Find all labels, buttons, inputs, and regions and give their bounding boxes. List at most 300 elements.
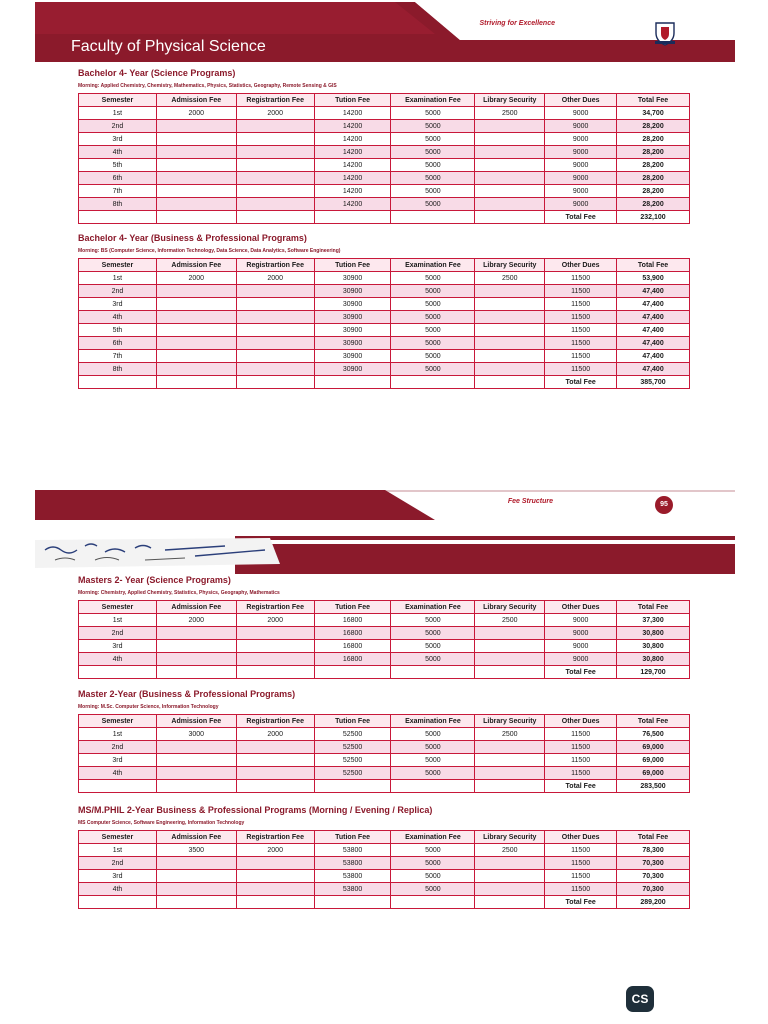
- column-header: Library Security: [475, 94, 545, 107]
- table-cell: [236, 185, 314, 198]
- table-cell: [156, 185, 236, 198]
- table-cell: [156, 337, 236, 350]
- table-cell: 14200: [314, 133, 391, 146]
- table-cell: 2000: [236, 614, 314, 627]
- table-cell: 53800: [314, 870, 391, 883]
- table-cell: 14200: [314, 198, 391, 211]
- table-cell: 5000: [391, 185, 475, 198]
- table-cell: 3rd: [79, 870, 157, 883]
- table-cell: 7th: [79, 350, 157, 363]
- table-cell: 2500: [475, 728, 545, 741]
- table-cell: 3rd: [79, 133, 157, 146]
- column-header: Semester: [79, 831, 157, 844]
- table-cell: 37,300: [617, 614, 690, 627]
- table-cell: 11500: [545, 767, 617, 780]
- table-cell: 5000: [391, 363, 475, 376]
- table-cell: 5000: [391, 272, 475, 285]
- section-subtitle: Morning: Applied Chemistry, Chemistry, Mathematics, Physics, Statistics, Geography, Remote Sensing & GIS: [78, 83, 337, 89]
- table-cell: 11500: [545, 298, 617, 311]
- column-header: Registrartion Fee: [236, 831, 314, 844]
- table-cell: [475, 298, 545, 311]
- table-cell: 5000: [391, 198, 475, 211]
- column-header: Examination Fee: [391, 259, 475, 272]
- column-header: Registrartion Fee: [236, 715, 314, 728]
- table-row: [79, 172, 690, 185]
- table-cell: [475, 120, 545, 133]
- empty-cell: [391, 211, 475, 224]
- table-cell: 5000: [391, 767, 475, 780]
- table-row: [79, 311, 690, 324]
- table-cell: 5th: [79, 324, 157, 337]
- table-cell: 30,800: [617, 627, 690, 640]
- table-cell: 5000: [391, 146, 475, 159]
- column-header: Admission Fee: [156, 601, 236, 614]
- table-cell: [236, 767, 314, 780]
- table-cell: [236, 172, 314, 185]
- table-cell: [475, 870, 545, 883]
- table-row: [79, 337, 690, 350]
- column-header: Total Fee: [617, 601, 690, 614]
- column-header: Admission Fee: [156, 831, 236, 844]
- table-cell: 3rd: [79, 298, 157, 311]
- table-cell: 2nd: [79, 627, 157, 640]
- table-cell: 1st: [79, 728, 157, 741]
- table-cell: 11500: [545, 870, 617, 883]
- empty-cell: [314, 896, 391, 909]
- table-cell: 3rd: [79, 640, 157, 653]
- table-row: [79, 640, 690, 653]
- table-cell: 34,700: [617, 107, 690, 120]
- table-row: [79, 120, 690, 133]
- table-header: [79, 94, 690, 107]
- tagline: Striving for Excellence: [479, 20, 555, 27]
- table-cell: 70,300: [617, 857, 690, 870]
- table-header: [79, 831, 690, 844]
- table-cell: [236, 198, 314, 211]
- column-header: Library Security: [475, 715, 545, 728]
- table-cell: 9000: [545, 653, 617, 666]
- empty-cell: [156, 896, 236, 909]
- table-cell: 1st: [79, 107, 157, 120]
- section-title: Master 2-Year (Business & Professional Programs): [78, 689, 296, 699]
- table-row: [79, 883, 690, 896]
- empty-cell: [156, 376, 236, 389]
- fee-table: [78, 600, 690, 679]
- table-cell: 47,400: [617, 324, 690, 337]
- column-header: Registrartion Fee: [236, 259, 314, 272]
- table-row: [79, 857, 690, 870]
- table-cell: [236, 857, 314, 870]
- header-row: [79, 94, 690, 107]
- table-body: [79, 614, 690, 679]
- table-cell: [156, 350, 236, 363]
- total-value: 385,700: [617, 376, 690, 389]
- table-cell: 4th: [79, 653, 157, 666]
- total-value: 283,500: [617, 780, 690, 793]
- table-cell: 53,900: [617, 272, 690, 285]
- column-header: Semester: [79, 601, 157, 614]
- table-cell: [156, 285, 236, 298]
- table-cell: [156, 754, 236, 767]
- table-cell: 30900: [314, 363, 391, 376]
- empty-cell: [236, 376, 314, 389]
- section-subtitle: Morning: Chemistry, Applied Chemistry, Statistics, Physics, Geography, Mathematics: [78, 590, 280, 596]
- column-header: Library Security: [475, 259, 545, 272]
- fee-table: [78, 258, 690, 389]
- table-cell: 52500: [314, 767, 391, 780]
- table-cell: 30,800: [617, 640, 690, 653]
- table-row: [79, 653, 690, 666]
- table-cell: 53800: [314, 844, 391, 857]
- fee-structure-banner: [35, 490, 735, 540]
- table-cell: 3rd: [79, 754, 157, 767]
- table-row: [79, 185, 690, 198]
- table-cell: 14200: [314, 146, 391, 159]
- table-cell: 28,200: [617, 120, 690, 133]
- table-cell: 11500: [545, 844, 617, 857]
- table-cell: 4th: [79, 767, 157, 780]
- empty-cell: [236, 780, 314, 793]
- table-cell: 70,300: [617, 883, 690, 896]
- empty-cell: [156, 211, 236, 224]
- total-value: 129,700: [617, 666, 690, 679]
- table-cell: [475, 857, 545, 870]
- table-cell: [475, 653, 545, 666]
- table-cell: [156, 311, 236, 324]
- empty-cell: [79, 666, 157, 679]
- table-cell: [236, 337, 314, 350]
- table-cell: 16800: [314, 627, 391, 640]
- table-cell: 30900: [314, 311, 391, 324]
- table-body: [79, 844, 690, 909]
- table-cell: 30900: [314, 324, 391, 337]
- table-cell: [236, 324, 314, 337]
- table-cell: 7th: [79, 185, 157, 198]
- table-cell: 2000: [156, 107, 236, 120]
- table-row: [79, 741, 690, 754]
- table-row: [79, 363, 690, 376]
- table-cell: 11500: [545, 337, 617, 350]
- table-cell: 47,400: [617, 363, 690, 376]
- table-cell: 47,400: [617, 337, 690, 350]
- total-label: Total Fee: [545, 211, 617, 224]
- column-header: Library Security: [475, 831, 545, 844]
- table-cell: 47,400: [617, 285, 690, 298]
- table-cell: 3000: [156, 728, 236, 741]
- column-header: Library Security: [475, 601, 545, 614]
- table-cell: 2500: [475, 614, 545, 627]
- table-cell: 14200: [314, 120, 391, 133]
- table-cell: 28,200: [617, 133, 690, 146]
- section-title: MS/M.PHIL 2-Year Business & Professional Programs (Morning / Evening / Replica): [78, 805, 433, 815]
- table-cell: 5000: [391, 728, 475, 741]
- table-cell: 14200: [314, 185, 391, 198]
- column-header: Total Fee: [617, 94, 690, 107]
- table-row: [79, 107, 690, 120]
- table-cell: 5000: [391, 857, 475, 870]
- table-cell: 14200: [314, 172, 391, 185]
- table-header: [79, 601, 690, 614]
- table-cell: [156, 640, 236, 653]
- table-cell: 28,200: [617, 172, 690, 185]
- table-cell: 5000: [391, 627, 475, 640]
- header-row: [79, 831, 690, 844]
- table-cell: 11500: [545, 311, 617, 324]
- table-cell: [475, 640, 545, 653]
- table-row: [79, 627, 690, 640]
- table-cell: [156, 120, 236, 133]
- table-cell: [156, 363, 236, 376]
- table-cell: 11500: [545, 728, 617, 741]
- table-cell: 5000: [391, 172, 475, 185]
- table-cell: [236, 870, 314, 883]
- table-cell: [156, 653, 236, 666]
- empty-cell: [79, 376, 157, 389]
- fee-table: [78, 830, 690, 909]
- table-cell: 2000: [236, 844, 314, 857]
- empty-cell: [391, 780, 475, 793]
- table-cell: 5000: [391, 107, 475, 120]
- table-cell: 5000: [391, 133, 475, 146]
- table-cell: [475, 337, 545, 350]
- table-row: [79, 767, 690, 780]
- table-body: [79, 728, 690, 793]
- faculty-header-banner: [35, 2, 735, 62]
- table-cell: [475, 324, 545, 337]
- masters-business-section: [78, 688, 690, 793]
- column-header: Examination Fee: [391, 715, 475, 728]
- table-cell: 47,400: [617, 298, 690, 311]
- column-header: Examination Fee: [391, 831, 475, 844]
- table-cell: 3500: [156, 844, 236, 857]
- table-body: [79, 107, 690, 224]
- section-title: Bachelor 4- Year (Business & Professional Programs): [78, 233, 307, 243]
- table-cell: [475, 741, 545, 754]
- column-header: Total Fee: [617, 715, 690, 728]
- table-cell: 16800: [314, 640, 391, 653]
- total-row: [79, 896, 690, 909]
- column-header: Other Dues: [545, 601, 617, 614]
- table-cell: [475, 198, 545, 211]
- empty-cell: [236, 896, 314, 909]
- empty-cell: [475, 376, 545, 389]
- column-header: Admission Fee: [156, 259, 236, 272]
- column-header: Semester: [79, 715, 157, 728]
- table-cell: 5000: [391, 741, 475, 754]
- table-cell: [475, 159, 545, 172]
- masters-science-section: [78, 574, 690, 679]
- fee-structure-label: Fee Structure: [507, 498, 553, 505]
- table-cell: 69,000: [617, 754, 690, 767]
- table-cell: 5000: [391, 640, 475, 653]
- table-row: [79, 350, 690, 363]
- table-cell: 11500: [545, 350, 617, 363]
- table-cell: 52500: [314, 728, 391, 741]
- table-cell: 9000: [545, 120, 617, 133]
- table-cell: 5000: [391, 870, 475, 883]
- table-body: [79, 272, 690, 389]
- section-subtitle: MS Computer Science, Software Engineering, Information Technology: [78, 820, 245, 826]
- table-cell: [156, 146, 236, 159]
- table-cell: 28,200: [617, 198, 690, 211]
- table-cell: 30,800: [617, 653, 690, 666]
- section-subtitle: Morning: BS (Computer Science, Information Technology, Data Science, Data Analytics, Software Engineering): [78, 248, 341, 254]
- fee-table: [78, 93, 690, 224]
- table-cell: 2nd: [79, 857, 157, 870]
- table-cell: 1st: [79, 844, 157, 857]
- table-cell: [475, 883, 545, 896]
- table-cell: 11500: [545, 741, 617, 754]
- header-row: [79, 601, 690, 614]
- column-header: Other Dues: [545, 715, 617, 728]
- table-cell: [236, 363, 314, 376]
- empty-cell: [314, 666, 391, 679]
- column-header: Tution Fee: [314, 94, 391, 107]
- table-cell: 30900: [314, 337, 391, 350]
- empty-cell: [236, 211, 314, 224]
- table-cell: [236, 159, 314, 172]
- empty-cell: [475, 896, 545, 909]
- total-row: [79, 211, 690, 224]
- table-cell: 2nd: [79, 120, 157, 133]
- table-cell: [156, 883, 236, 896]
- table-cell: 47,400: [617, 311, 690, 324]
- empty-cell: [314, 211, 391, 224]
- table-cell: 5000: [391, 120, 475, 133]
- table-cell: 9000: [545, 107, 617, 120]
- table-cell: 11500: [545, 363, 617, 376]
- table-cell: 70,300: [617, 870, 690, 883]
- total-label: Total Fee: [545, 376, 617, 389]
- empty-cell: [475, 666, 545, 679]
- table-cell: 1st: [79, 272, 157, 285]
- column-header: Other Dues: [545, 94, 617, 107]
- table-row: [79, 870, 690, 883]
- table-cell: [156, 172, 236, 185]
- table-row: [79, 146, 690, 159]
- table-cell: 5000: [391, 883, 475, 896]
- table-cell: 5000: [391, 337, 475, 350]
- table-row: [79, 298, 690, 311]
- table-cell: [236, 298, 314, 311]
- table-cell: 5000: [391, 298, 475, 311]
- table-cell: 30900: [314, 285, 391, 298]
- table-cell: [475, 311, 545, 324]
- column-header: Examination Fee: [391, 94, 475, 107]
- table-cell: 2000: [236, 107, 314, 120]
- table-header: [79, 715, 690, 728]
- footer-banner-shape: [35, 490, 735, 540]
- total-label: Total Fee: [545, 896, 617, 909]
- empty-cell: [391, 896, 475, 909]
- faculty-title: Faculty of Physical Science: [71, 38, 266, 55]
- table-cell: 30900: [314, 298, 391, 311]
- table-cell: 11500: [545, 285, 617, 298]
- table-cell: 9000: [545, 185, 617, 198]
- table-cell: 6th: [79, 337, 157, 350]
- table-cell: [475, 185, 545, 198]
- column-header: Admission Fee: [156, 715, 236, 728]
- table-cell: 2000: [156, 614, 236, 627]
- table-cell: 11500: [545, 857, 617, 870]
- table-cell: 78,300: [617, 844, 690, 857]
- empty-cell: [156, 666, 236, 679]
- column-header: Semester: [79, 259, 157, 272]
- empty-cell: [475, 780, 545, 793]
- table-row: [79, 728, 690, 741]
- table-cell: [236, 133, 314, 146]
- table-cell: [236, 653, 314, 666]
- table-cell: 52500: [314, 741, 391, 754]
- table-cell: 5000: [391, 311, 475, 324]
- table-cell: [475, 133, 545, 146]
- table-cell: 5000: [391, 324, 475, 337]
- table-cell: [236, 754, 314, 767]
- table-cell: 2500: [475, 272, 545, 285]
- table-cell: 5000: [391, 350, 475, 363]
- table-cell: [156, 133, 236, 146]
- table-cell: [156, 159, 236, 172]
- bachelor-business-section: [78, 232, 690, 389]
- table-cell: 53800: [314, 857, 391, 870]
- table-cell: [236, 146, 314, 159]
- page-number-badge: 95: [655, 496, 673, 514]
- table-cell: 9000: [545, 614, 617, 627]
- column-header: Tution Fee: [314, 715, 391, 728]
- table-cell: 5000: [391, 653, 475, 666]
- total-label: Total Fee: [545, 666, 617, 679]
- table-cell: [475, 285, 545, 298]
- table-cell: 4th: [79, 883, 157, 896]
- table-cell: 5000: [391, 844, 475, 857]
- table-header: [79, 259, 690, 272]
- table-cell: 9000: [545, 198, 617, 211]
- table-cell: [236, 627, 314, 640]
- section-subtitle: Morning: M.Sc. Computer Science, Information Technology: [78, 704, 219, 710]
- camscanner-badge: CS: [626, 986, 654, 1012]
- table-cell: 11500: [545, 272, 617, 285]
- table-cell: 9000: [545, 146, 617, 159]
- table-cell: 11500: [545, 754, 617, 767]
- table-cell: 5000: [391, 754, 475, 767]
- table-row: [79, 272, 690, 285]
- table-cell: 76,500: [617, 728, 690, 741]
- table-cell: 11500: [545, 324, 617, 337]
- table-cell: 2000: [236, 728, 314, 741]
- table-cell: [156, 767, 236, 780]
- table-cell: [475, 754, 545, 767]
- table-cell: 4th: [79, 311, 157, 324]
- table-cell: [475, 627, 545, 640]
- empty-cell: [79, 896, 157, 909]
- table-cell: 16800: [314, 614, 391, 627]
- table-cell: 2500: [475, 844, 545, 857]
- table-cell: 8th: [79, 198, 157, 211]
- total-row: [79, 780, 690, 793]
- table-cell: 28,200: [617, 159, 690, 172]
- table-cell: [475, 767, 545, 780]
- table-cell: 2500: [475, 107, 545, 120]
- table-cell: 5000: [391, 614, 475, 627]
- table-cell: 2000: [156, 272, 236, 285]
- table-row: [79, 198, 690, 211]
- table-cell: [236, 883, 314, 896]
- table-cell: 9000: [545, 627, 617, 640]
- table-cell: 9000: [545, 133, 617, 146]
- table-cell: 9000: [545, 159, 617, 172]
- table-row: [79, 159, 690, 172]
- table-cell: 47,400: [617, 350, 690, 363]
